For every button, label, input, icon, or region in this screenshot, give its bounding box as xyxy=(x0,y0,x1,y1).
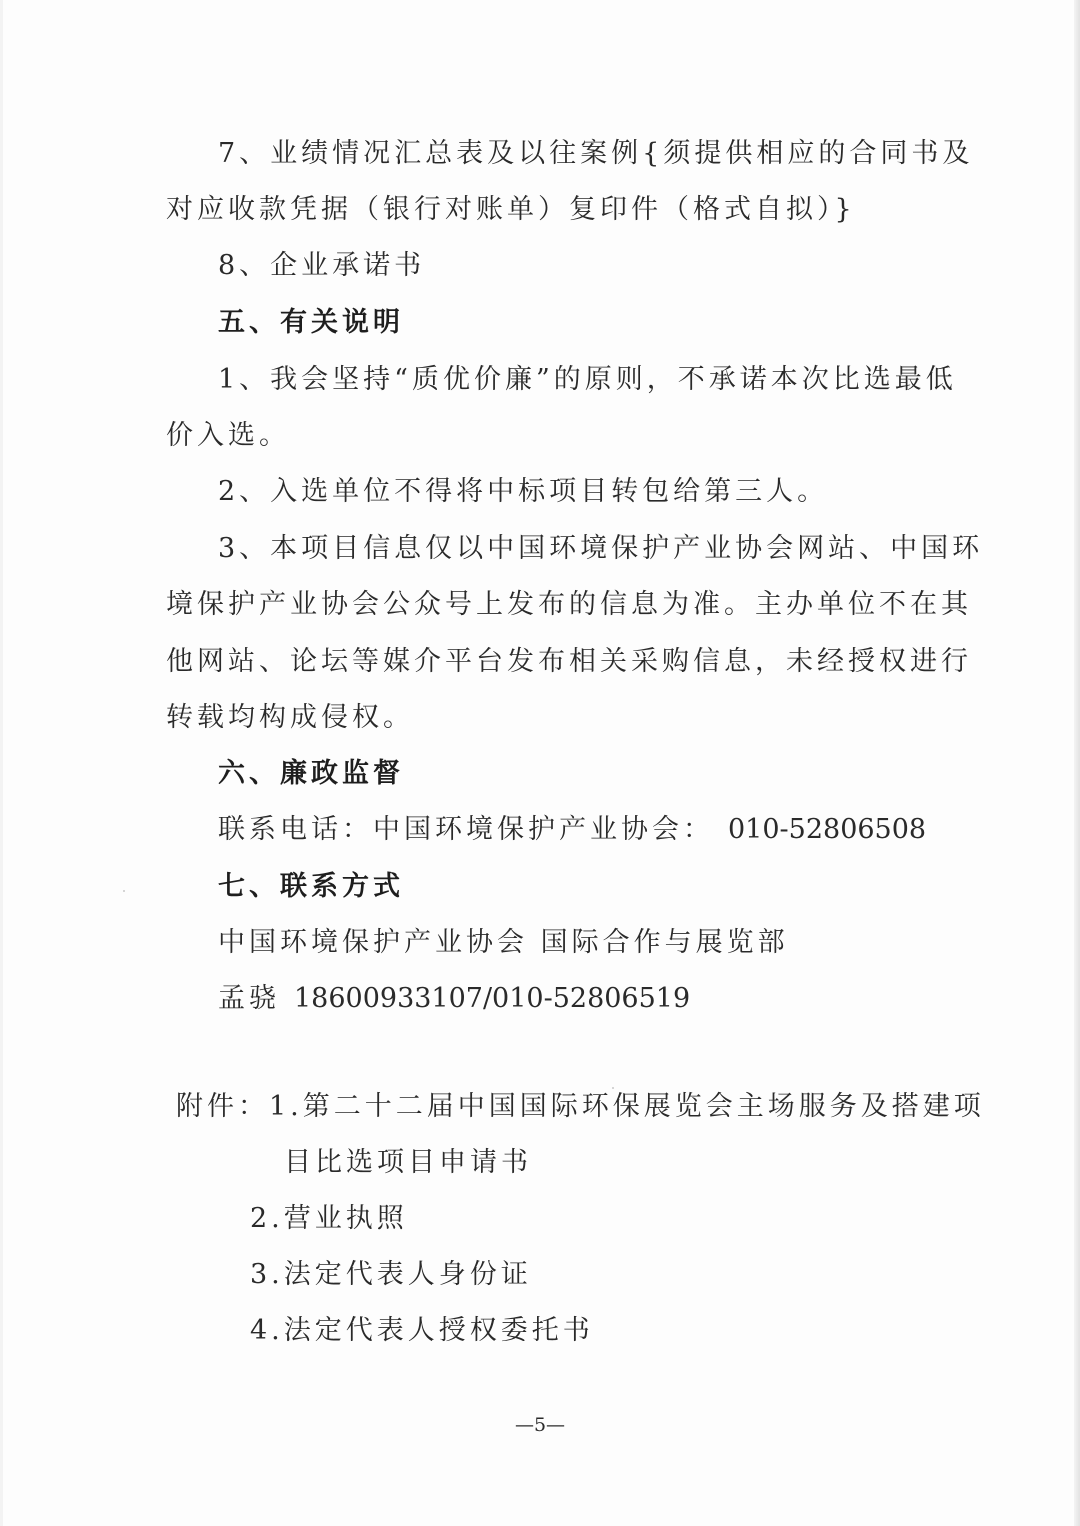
body-line: 7、业绩情况汇总表及以往案例{须提供相应的合同书及 xyxy=(218,138,974,169)
body-line: 他网站、论坛等媒介平台发布相关采购信息，未经授权进行 xyxy=(166,646,972,677)
body-line: 境保护产业协会公众号上发布的信息为准。主办单位不在其 xyxy=(166,589,972,620)
contact-phone: 010-52806508 xyxy=(728,814,927,845)
attachment-item: 1.第二十二届中国国际环保展览会主场服务及搭建项 xyxy=(269,1091,985,1122)
scan-speck xyxy=(612,1087,614,1089)
scan-speck xyxy=(123,890,125,892)
body-line: 价入选。 xyxy=(166,420,290,451)
body-line: 3、本项目信息仅以中国环境保护产业协会网站、中国环 xyxy=(218,533,984,564)
attachment-item: 目比选项目申请书 xyxy=(284,1147,532,1178)
body-line: 8、企业承诺书 xyxy=(218,250,426,281)
section-heading-7: 七、联系方式 xyxy=(218,871,404,902)
body-line: 2、入选单位不得将中标项目转包给第三人。 xyxy=(218,476,829,507)
section-heading-5: 五、有关说明 xyxy=(218,307,404,338)
body-line: 1、我会坚持“质优价廉”的原则，不承诺本次比选最低 xyxy=(218,364,957,395)
contact-person-phones: 18600933107/010-52806519 xyxy=(294,983,691,1014)
page-left-edge xyxy=(0,0,3,1526)
page-number: —5— xyxy=(514,1414,566,1436)
attachments-label: 附件： xyxy=(176,1091,269,1122)
body-line: 对应收款凭据（银行对账单）复印件（格式自拟）} xyxy=(166,194,856,225)
attachments-first-line xyxy=(176,1090,985,1124)
contact-org: 中国环境保护产业协会 国际合作与展览部 xyxy=(218,927,789,958)
contact-person: 孟骁 xyxy=(218,983,280,1014)
page-right-edge xyxy=(1074,0,1080,1526)
contact-person-line xyxy=(218,982,690,1016)
section-heading-6: 六、廉政监督 xyxy=(218,758,404,789)
attachment-item: 2.营业执照 xyxy=(250,1203,408,1234)
contact-phone-line xyxy=(218,813,926,847)
body-line: 转载均构成侵权。 xyxy=(166,702,414,733)
attachment-item: 4.法定代表人授权委托书 xyxy=(250,1315,594,1346)
contact-label: 联系电话：中国环境保护产业协会： xyxy=(218,814,714,845)
attachment-item: 3.法定代表人身份证 xyxy=(250,1259,532,1290)
